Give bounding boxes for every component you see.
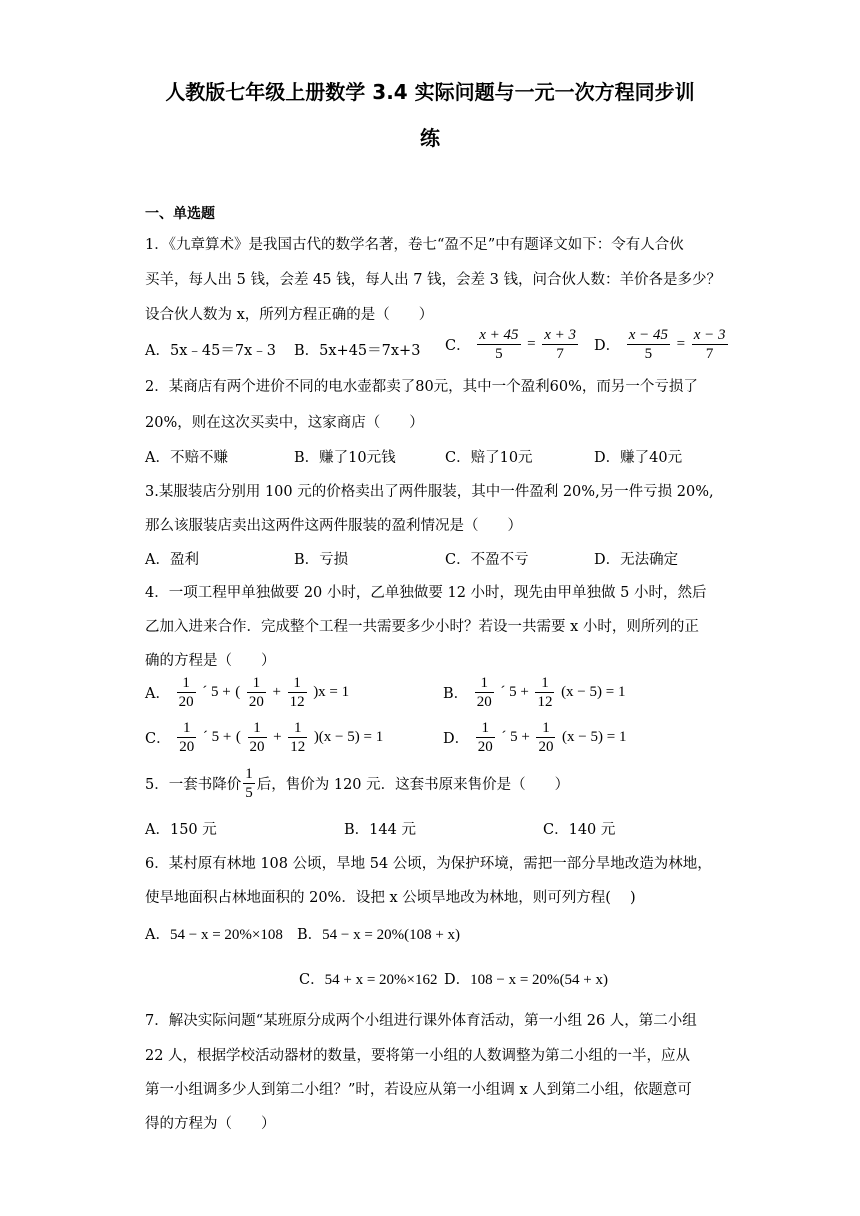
question-1-line-1: 1．《九章算术》是我国古代的数学名著，卷七“盈不足”中有题译文如下：令有人合伙 xyxy=(145,237,684,253)
fraction xyxy=(477,326,520,363)
expression-tail: )x = 1 xyxy=(313,684,350,700)
numerator: 1 xyxy=(288,674,307,693)
option-label: B． xyxy=(443,686,469,702)
question-4-line-3: 确的方程是（ ） xyxy=(145,653,276,669)
fraction xyxy=(476,719,495,756)
equation-paren: (54 + x) xyxy=(559,972,609,988)
question-7-line-4: 得的方程为（ ） xyxy=(145,1116,276,1132)
option-label: D． xyxy=(444,972,471,988)
denominator: 7 xyxy=(705,346,714,362)
question-1-option-a[interactable]: A．5x﹣45＝7x﹣3 xyxy=(145,343,276,359)
numerator: 1 xyxy=(535,674,554,693)
numerator: 1 xyxy=(475,674,494,693)
operator: ´ 5 + xyxy=(202,684,231,700)
question-4-option-b[interactable] xyxy=(443,674,625,711)
question-3-line-2: 那么该服装店卖出这两件这两件服装的盈利情况是（ ） xyxy=(145,518,522,534)
numerator: 1 xyxy=(177,719,196,738)
denominator: 20 xyxy=(179,739,195,755)
question-2-option-a[interactable]: A．不赔不赚 xyxy=(145,450,228,466)
fraction xyxy=(248,719,267,756)
numerator: 1 xyxy=(476,719,495,738)
operator: ´ 5 + xyxy=(500,684,529,700)
question-5-text-after: 后，售价为 120 元．这套书原来售价是（ ） xyxy=(256,777,570,793)
document-title-line-2: 练 xyxy=(420,126,440,150)
paren: ( xyxy=(235,684,241,700)
denominator: 20 xyxy=(248,694,264,710)
question-5-text-before: 5．一套书降价 xyxy=(145,777,242,793)
operator: ´ 5 + xyxy=(202,729,232,745)
question-7-line-2: 22 人，根据学校活动器材的数量，要将第一小组的人数调整为第二小组的一半，应从 xyxy=(145,1048,691,1064)
option-label: D． xyxy=(594,338,621,354)
question-3-option-c[interactable]: C．不盈不亏 xyxy=(445,552,529,568)
option-label: C． xyxy=(445,338,471,354)
expression-tail: )(x − 5) = 1 xyxy=(313,729,384,745)
question-5-option-a[interactable]: A．150 元 xyxy=(145,822,217,838)
operator: + xyxy=(272,684,281,700)
equation-paren: (108 + x) xyxy=(404,927,461,943)
paren: ( xyxy=(235,729,241,745)
numerator: 1 xyxy=(247,674,266,693)
denominator: 12 xyxy=(290,739,306,755)
option-label: D． xyxy=(443,731,470,747)
equals-sign: = xyxy=(527,336,536,352)
denominator: 20 xyxy=(178,694,194,710)
question-1-line-3: 设合伙人数为 x，所列方程正确的是（ ） xyxy=(145,307,434,323)
denominator: 20 xyxy=(477,739,493,755)
fraction xyxy=(247,674,266,711)
option-label: C． xyxy=(145,731,171,747)
numerator: 1 xyxy=(536,719,555,738)
question-6-option-b[interactable] xyxy=(297,923,460,944)
question-3-line-1: 3.某服装店分别用 100 元的价格卖出了两件服装，其中一件盈利 20%,另一件亏损 20%, xyxy=(145,484,714,500)
question-7-line-3: 第一小组调多少人到第二小组？”时，若设应从第一小组调 x 人到第二小组，依题意可 xyxy=(145,1082,692,1098)
question-4-option-d[interactable] xyxy=(443,719,626,756)
question-2-option-b[interactable]: B．赚了10元钱 xyxy=(294,450,396,466)
option-label: A． xyxy=(145,927,170,943)
fraction xyxy=(542,326,578,363)
question-2-option-d[interactable]: D．赚了40元 xyxy=(594,450,683,466)
question-1-option-d[interactable] xyxy=(594,326,730,363)
question-1-option-b[interactable]: B．5x+45＝7x+3 xyxy=(294,343,421,359)
denominator: 12 xyxy=(537,694,553,710)
question-2-line-1: 2．某商店有两个进价不同的电水壶都卖了80元，其中一个盈利60%，而另一个亏损了 xyxy=(145,379,698,395)
fraction xyxy=(177,674,196,711)
question-1-line-2: 买羊，每人出 5 钱，会差 45 钱，每人出 7 钱，会差 3 钱，问合伙人数：羊价各是多少？ xyxy=(145,272,721,288)
denominator: 20 xyxy=(476,694,492,710)
denominator: 12 xyxy=(289,694,305,710)
equation: 54 + x = 20%×162 xyxy=(324,972,438,988)
fraction xyxy=(627,326,670,363)
question-2-line-2: 20%，则在这次买卖中，这家商店（ ） xyxy=(145,415,424,431)
denominator: 5 xyxy=(245,785,253,801)
equation: 54 − x = 20% xyxy=(322,927,405,943)
question-3-option-a[interactable]: A．盈利 xyxy=(145,552,199,568)
expression-tail: (x − 5) = 1 xyxy=(561,684,626,700)
fraction xyxy=(243,765,255,802)
equation: 108 − x = 20% xyxy=(470,972,560,988)
question-6-option-c[interactable] xyxy=(299,968,437,989)
fraction xyxy=(536,719,555,756)
numerator: 1 xyxy=(177,674,196,693)
question-4-option-c[interactable] xyxy=(145,719,383,756)
numerator: x + 45 xyxy=(479,327,519,343)
equation: 54 − x = 20%×108 xyxy=(169,927,283,943)
fraction xyxy=(692,326,728,363)
denominator: 5 xyxy=(644,346,653,362)
denominator: 7 xyxy=(556,346,564,362)
fraction xyxy=(177,719,196,756)
denominator: 20 xyxy=(249,739,265,755)
question-1-option-c[interactable] xyxy=(445,326,580,363)
operator: + xyxy=(273,729,282,745)
question-7-line-1: 7．解决实际问题“某班原分成两个小组进行课外体育活动，第一小组 26 人，第二小组 xyxy=(145,1013,697,1029)
question-3-option-b[interactable]: B．亏损 xyxy=(294,552,349,568)
fraction xyxy=(288,674,307,711)
expression-tail: (x − 5) = 1 xyxy=(562,729,627,745)
fraction xyxy=(288,719,307,756)
denominator: 5 xyxy=(495,346,503,362)
numerator: 1 xyxy=(245,766,253,782)
question-4-option-a[interactable] xyxy=(145,674,349,711)
equals-sign: = xyxy=(676,336,686,352)
question-5-option-c[interactable]: C．140 元 xyxy=(543,822,616,838)
fraction xyxy=(475,674,494,711)
document-title-line-1: 人教版七年级上册数学 3.4 实际问题与一元一次方程同步训 xyxy=(165,80,695,104)
numerator: x − 45 xyxy=(628,327,669,343)
question-6-option-d[interactable] xyxy=(444,968,608,989)
question-4-line-1: 4．一项工程甲单独做要 20 小时，乙单独做要 12 小时，现先由甲单独做 5 小时，然后 xyxy=(145,585,707,601)
option-label: A． xyxy=(145,686,170,702)
question-6-option-a[interactable] xyxy=(145,923,283,944)
numerator: x − 3 xyxy=(693,327,726,343)
question-5-stem xyxy=(145,765,569,802)
question-6-line-1: 6．某村原有林地 108 公顷，旱地 54 公顷，为保护环境，需把一部分旱地改造为林地， xyxy=(145,856,712,872)
question-3-option-d[interactable]: D．无法确定 xyxy=(594,552,679,568)
numerator: x + 3 xyxy=(544,327,576,343)
question-2-option-c[interactable]: C．赔了10元 xyxy=(445,450,533,466)
denominator: 20 xyxy=(538,739,554,755)
option-label: C． xyxy=(299,972,325,988)
question-6-line-2: 使旱地面积占林地面积的 20%．设把 x 公顷旱地改为林地，则可列方程( ) xyxy=(145,890,636,906)
operator: ´ 5 + xyxy=(501,729,530,745)
numerator: 1 xyxy=(288,719,307,738)
section-heading: 一、单选题 xyxy=(145,206,215,222)
numerator: 1 xyxy=(248,719,267,738)
fraction xyxy=(535,674,554,711)
question-5-option-b[interactable]: B．144 元 xyxy=(344,822,416,838)
question-4-line-2: 乙加入进来合作．完成整个工程一共需要多少小时？若设一共需要 x 小时，则所列的正 xyxy=(145,619,699,635)
option-label: B． xyxy=(297,927,323,943)
